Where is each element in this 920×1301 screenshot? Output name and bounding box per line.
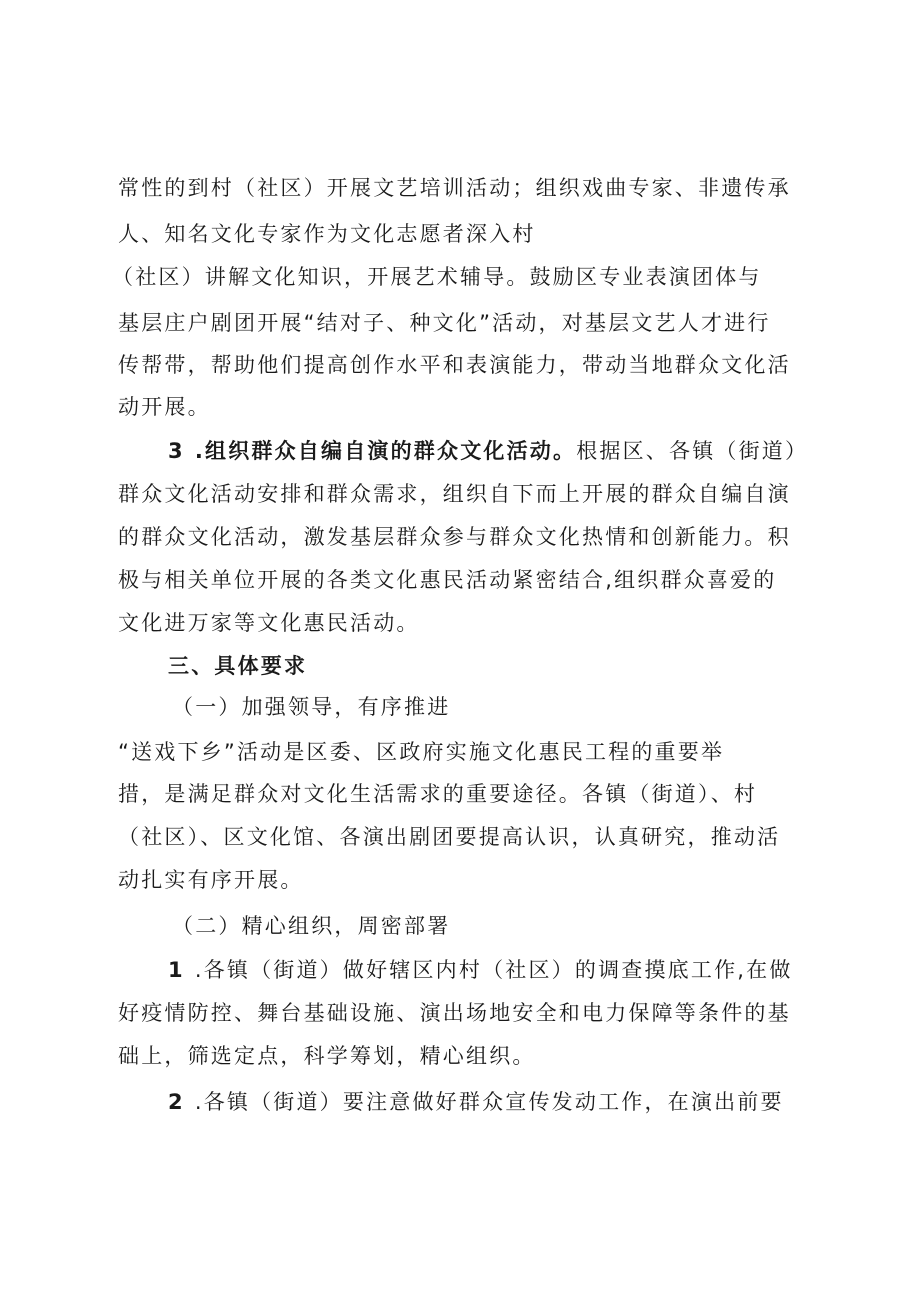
paragraph-1-line-1: 常性的到村（社区）开展文艺培训活动；组织戏曲专家、非遗传承 [118, 176, 791, 200]
item-1-line-1 [168, 955, 808, 985]
paragraph-3-line-4: 动扎实有序开展。 [118, 868, 304, 892]
paragraph-2-line-3: 的群众文化活动，激发基层群众参与群众文化热情和创新能力。积 [118, 525, 791, 549]
paragraph-1-line-6: 动开展。 [118, 395, 211, 419]
paragraph-3-line-2: 措，是满足群众对文化生活需求的重要途径。各镇（街道）、村 [118, 782, 758, 806]
subsection-2-heading: （二）精心组织，周密部署 [172, 914, 451, 938]
item-2-line-1 [168, 1087, 808, 1117]
item-1-first-line-text: .各镇（街道）做好辖区内村（社区）的调查摸底工作,在做 [194, 958, 793, 982]
paragraph-2-line-5: 文化进万家等文化惠民活动。 [118, 611, 420, 635]
section-3-heading: 三、具体要求 [168, 654, 308, 678]
subsection-1-heading: （一）加强领导，有序推进 [172, 695, 451, 719]
item-2-first-line-text: .各镇（街道）要注意做好群众宣传发动工作，在演出前要 [194, 1090, 784, 1114]
item-3-first-line-text: 根据区、各镇（街道） [576, 439, 809, 463]
item-1-number: 1 [168, 958, 185, 982]
paragraph-1-line-3: （社区）讲解文化知识，开展艺术辅导。鼓励区专业表演团体与 [112, 265, 762, 289]
item-1-line-2: 好疫情防控、舞台基础设施、演出场地安全和电力保障等条件的基 [118, 1001, 791, 1025]
paragraph-1-line-4: 基层庄户剧团开展“结对子、种文化”活动，对基层文艺人才进行 [118, 311, 771, 335]
paragraph-2-line-4: 极与相关单位开展的各类文化惠民活动紧密结合,组织群众喜爱的 [118, 568, 777, 592]
item-1-line-3: 础上，筛选定点，科学筹划，精心组织。 [118, 1044, 536, 1068]
paragraph-2-line-1 [168, 436, 808, 466]
item-3-heading: .组织群众自编自演的群众文化活动。 [194, 439, 577, 463]
item-2-number: 2 [168, 1090, 185, 1114]
paragraph-2-line-2: 群众文化活动安排和群众需求，组织自下而上开展的群众自编自演 [118, 482, 791, 506]
paragraph-1-line-2: 人、知名文化专家作为文化志愿者深入村 [118, 222, 536, 246]
paragraph-3-line-1: “送戏下乡”活动是区委、区政府实施文化惠民工程的重要举 [118, 740, 725, 764]
paragraph-3-line-3: （社区）、区文化馆、各演出剧团要提高认识，认真研究，推动活 [118, 825, 781, 849]
item-3-number: 3 [168, 439, 185, 463]
paragraph-1-line-5: 传帮带，帮助他们提高创作水平和表演能力，带动当地群众文化活 [118, 353, 791, 377]
